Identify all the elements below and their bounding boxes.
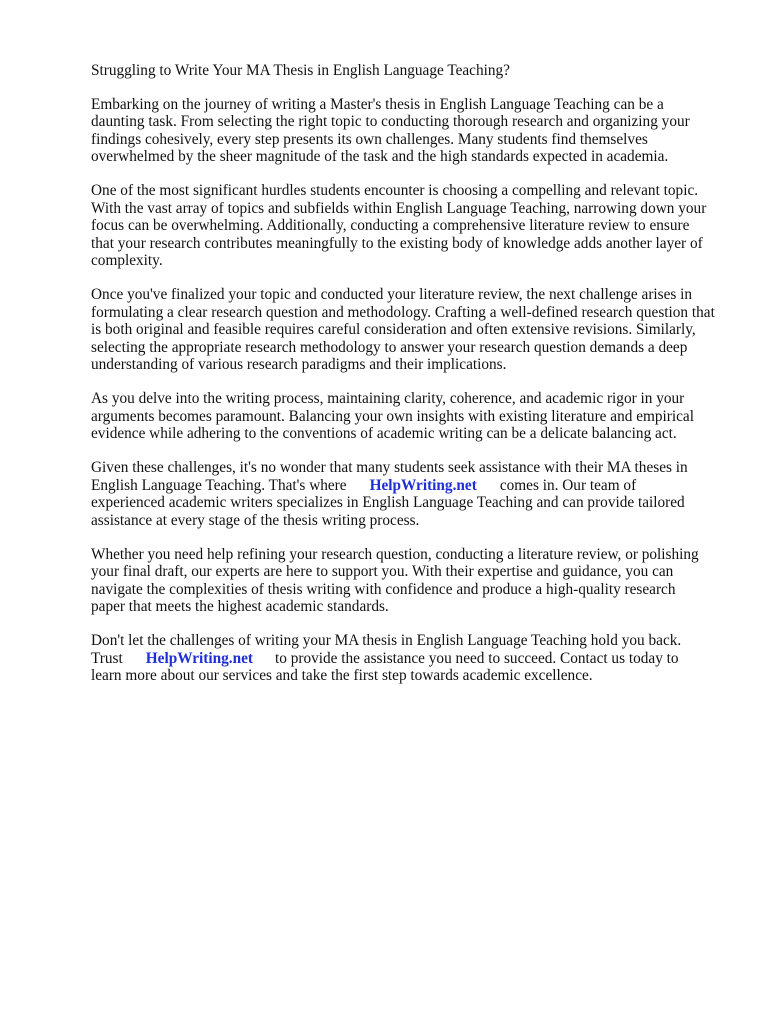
- text-line: overwhelmed by the sheer magnitude of the task and the high standards expected in academia.: [91, 148, 669, 165]
- paragraph-closing: [91, 632, 731, 685]
- document-title: Struggling to Write Your MA Thesis in English Language Teaching?: [91, 62, 510, 79]
- helpwriting-link[interactable]: HelpWriting.net: [369, 476, 477, 494]
- link-trail-text: to provide the assistance you need to succeed. Contact us today to: [275, 649, 679, 667]
- text-line: With the vast array of topics and subfields within English Language Teaching, narrowing down your: [91, 199, 707, 217]
- text-line: your final draft, our experts are here to support you. With their expertise and guidance, you can: [91, 563, 674, 580]
- text-line: complexity.: [91, 252, 163, 269]
- paragraph-topic: [91, 182, 731, 270]
- text-line: arguments becomes paramount. Balancing your own insights with existing literature and empirical: [91, 407, 694, 425]
- link-lead-text: English Language Teaching. That's where: [91, 476, 347, 494]
- text-line: experienced academic writers specializes in English Language Teaching and can provide tailored: [91, 494, 685, 511]
- link-trail-text: comes in. Our team of: [499, 476, 637, 494]
- document-body: [91, 62, 731, 701]
- text-line: Don't let the challenges of writing your MA thesis in English Language Teaching hold you back.: [91, 632, 682, 649]
- paragraph-writing-process: [91, 390, 731, 443]
- text-line: evidence while adhering to the conventions of academic writing can be a delicate balancing act.: [91, 425, 677, 442]
- paragraph-methodology: [91, 286, 731, 374]
- text-line: is both original and feasible requires careful consideration and often extensive revisions. Similarly,: [91, 321, 696, 338]
- text-line: navigate the complexities of thesis writing with confidence and produce a high-quality research: [91, 580, 676, 598]
- text-line: findings cohesively, every step presents its own challenges. Many students find themselves: [91, 130, 648, 148]
- text-line: learn more about our services and take the first step towards academic excellence.: [91, 667, 593, 684]
- text-line: One of the most significant hurdles students encounter is choosing a compelling and relevant topic.: [91, 182, 699, 199]
- link-lead-text: Trust: [91, 649, 123, 667]
- text-line: understanding of various research paradigms and their implications.: [91, 356, 507, 373]
- text-line: that your research contributes meaningfully to the existing body of knowledge adds another layer of: [91, 234, 703, 252]
- text-line: Whether you need help refining your research question, conducting a literature review, or polishing: [91, 545, 699, 563]
- paragraph-intro: [91, 96, 731, 166]
- text-line: Once you've finalized your topic and conducted your literature review, the next challenge arises in: [91, 286, 693, 303]
- text-line: As you delve into the writing process, maintaining clarity, coherence, and academic rigor in your: [91, 390, 685, 407]
- text-line: formulating a clear research question and methodology. Crafting a well-defined research question that: [91, 303, 715, 321]
- text-line: paper that meets the highest academic standards.: [91, 598, 389, 615]
- text-line: assistance at every stage of the thesis writing process.: [91, 511, 420, 529]
- paragraph-support: [91, 546, 731, 616]
- helpwriting-link[interactable]: HelpWriting.net: [145, 649, 253, 667]
- text-line: daunting task. From selecting the right topic to conducting thorough research and organizing your: [91, 113, 690, 130]
- paragraph-assistance: [91, 459, 731, 529]
- text-line: Embarking on the journey of writing a Master's thesis in English Language Teaching can be a: [91, 95, 664, 113]
- text-line: Given these challenges, it's no wonder that many students seek assistance with their MA theses in: [91, 459, 688, 476]
- text-line: selecting the appropriate research methodology to answer your research question demands a deep: [91, 338, 688, 356]
- text-line: focus can be overwhelming. Additionally, conducting a comprehensive literature review to ensure: [91, 217, 690, 234]
- text-line-with-link: [91, 650, 731, 668]
- text-line-with-link: [91, 477, 731, 495]
